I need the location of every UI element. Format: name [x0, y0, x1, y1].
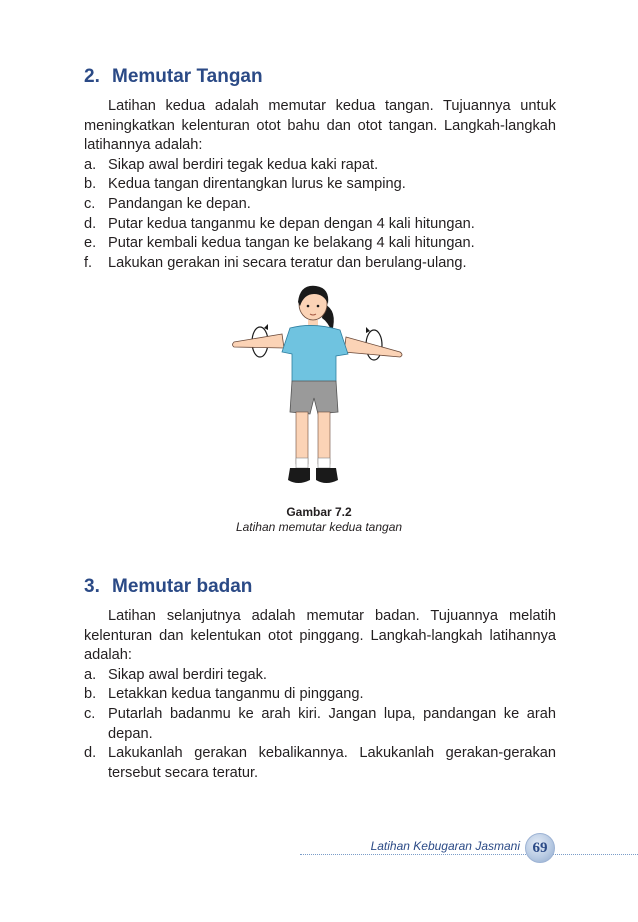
section-2-body [84, 97, 556, 273]
list-item [84, 195, 556, 215]
figure-caption [0, 505, 638, 535]
list-letter: a. [84, 666, 97, 683]
list-text: Lakukan gerakan ini secara teratur dan berulang-ulang. [108, 254, 467, 271]
list-letter: b. [84, 686, 97, 703]
section-2-intro-text: Latihan kedua adalah memutar kedua tangan. Tujuannya untuk meningkatkan kelenturan otot bahu dan otot tangan. Langkah-langkah latihannya adalah: [84, 98, 556, 154]
list-letter: f. [84, 254, 93, 271]
list-item [84, 215, 556, 235]
girl-arm-circle-icon [228, 282, 410, 500]
page-number-badge: 69 [525, 833, 555, 863]
section-2-intro [84, 97, 556, 156]
list-letter: d. [84, 215, 97, 232]
list-letter: c. [84, 705, 96, 722]
section-2-heading [84, 66, 263, 88]
list-text: Lakukanlah gerakan kebalikannya. Lakukanlah gerakan-gerakan tersebut secara teratur. [108, 745, 556, 781]
list-letter: d. [84, 745, 97, 762]
footer-divider [300, 854, 638, 855]
section-2-title: Memutar Tangan [112, 66, 263, 87]
section-2-number: 2. [84, 66, 100, 87]
list-text: Sikap awal berdiri tegak kedua kaki rapat. [108, 156, 379, 173]
list-text: Letakkan kedua tanganmu di pinggang. [108, 686, 364, 703]
list-text: Pandangan ke depan. [108, 195, 251, 212]
list-item [84, 685, 556, 705]
section-3-body [84, 607, 556, 783]
list-item [84, 705, 556, 744]
section-3-title: Memutar badan [112, 576, 253, 597]
list-item [84, 156, 556, 176]
list-letter: e. [84, 235, 97, 252]
list-letter: b. [84, 176, 97, 193]
list-text: Putar kedua tanganmu ke depan dengan 4 kali hitungan. [108, 215, 475, 232]
section-3-intro [84, 607, 556, 666]
list-item [84, 666, 556, 686]
list-letter: a. [84, 156, 97, 173]
footer-book-title: Latihan Kebugaran Jasmani [370, 839, 520, 853]
section-3-steps [84, 666, 556, 784]
section-2-steps [84, 156, 556, 274]
list-item [84, 744, 556, 783]
section-3-number: 3. [84, 576, 100, 597]
list-item [84, 254, 556, 274]
list-letter: c. [84, 195, 96, 212]
figure-subtitle: Latihan memutar kedua tangan [235, 520, 403, 534]
list-item [84, 175, 556, 195]
list-text: Kedua tangan direntangkan lurus ke samping. [108, 176, 406, 193]
girl-arm-circle-illustration [228, 282, 410, 500]
list-text: Putar kembali kedua tangan ke belakang 4 kali hitungan. [108, 235, 475, 252]
list-text: Sikap awal berdiri tegak. [108, 666, 267, 683]
section-3-heading [84, 576, 252, 598]
list-item [84, 234, 556, 254]
figure-title: Gambar 7.2 [286, 505, 352, 519]
section-3-intro-text: Latihan selanjutnya adalah memutar badan. Tujuannya melatih kelenturan dan kelentukan otot pinggang. Langkah-langkah latihannya adalah: [84, 608, 556, 664]
list-text: Putarlah badanmu ke arah kiri. Jangan lupa, pandangan ke arah depan. [108, 705, 556, 742]
